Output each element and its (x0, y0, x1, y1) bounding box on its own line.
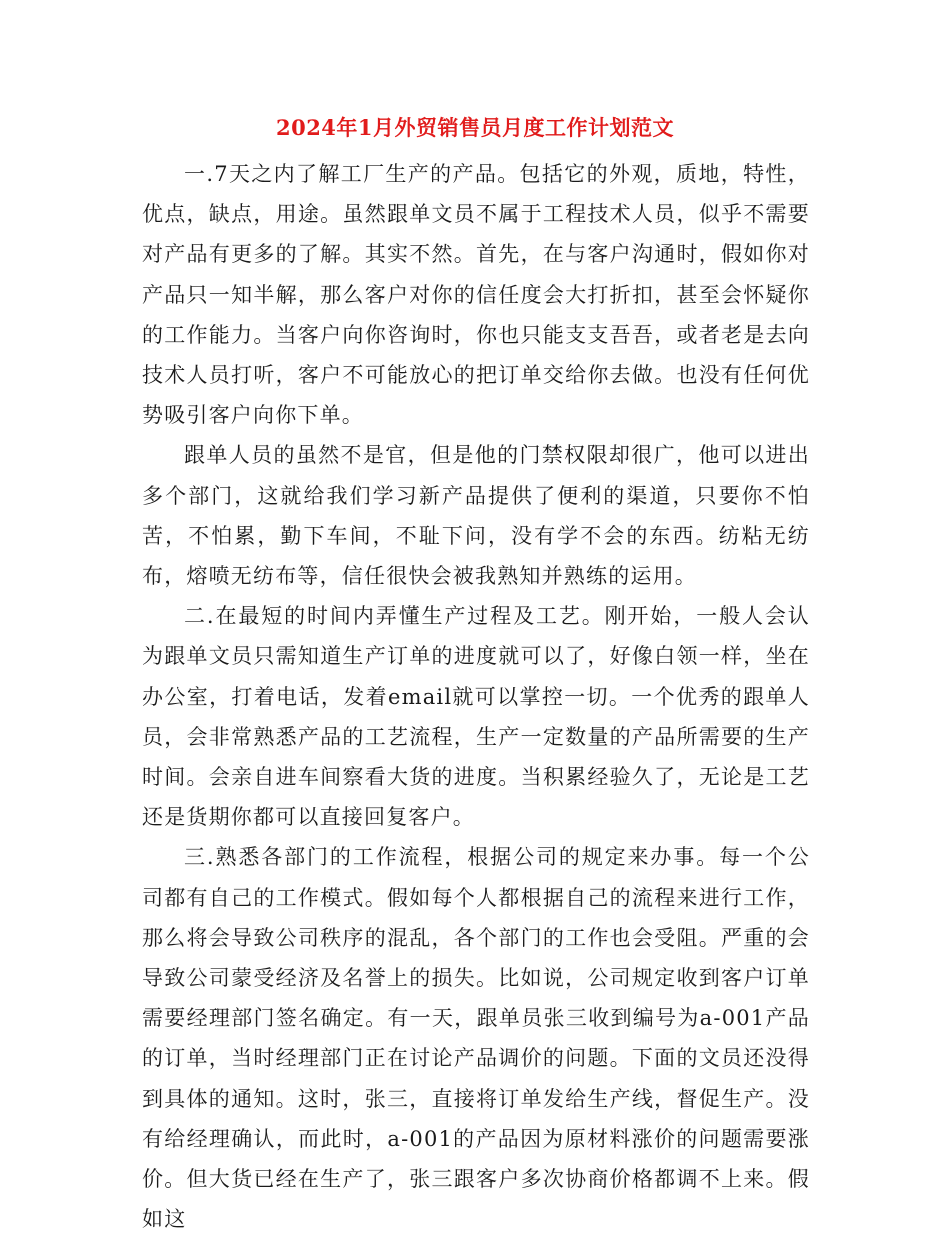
paragraph-2: 跟单人员的虽然不是官，但是他的门禁权限却很广，他可以进出多个部门，这就给我们学习新产品提供了便利的渠道，只要你不怕苦，不怕累，勤下车间，不耻下问，没有学不会的东西。纺粘无纺布，熔喷无纺布等，信任很快会被我熟知并熟练的运用。 (142, 443, 810, 589)
paragraph-4: 三.熟悉各部门的工作流程，根据公司的规定来办事。每一个公司都有自己的工作模式。假如每个人都根据自己的流程来进行工作，那么将会导致公司秩序的混乱，各个部门的工作也会受阻。严重的会导致公司蒙受经济及名誉上的损失。比如说，公司规定收到客户订单需要经理部门签名确定。有一天，跟单员张三收到编号为a-001产品的订单，当时经理部门正在讨论产品调价的问题。下面的文员还没得到具体的通知。这时，张三，直接将订单发给生产线，督促生产。没有给经理确认，而此时，a-001的产品因为原材料涨价的问题需要涨价。但大货已经在生产了，张三跟客户多次协商价格都调不上来。假如这 (142, 845, 810, 1232)
paragraph-3: 二.在最短的时间内弄懂生产过程及工艺。刚开始，一般人会认为跟单文员只需知道生产订单的进度就可以了，好像白领一样，坐在办公室，打着电话，发着email就可以掌控一切。一个优秀的跟单人员，会非常熟悉产品的工艺流程，生产一定数量的产品所需要的生产时间。会亲自进车间察看大货的进度。当积累经验久了，无论是工艺还是货期你都可以直接回复客户。 (142, 604, 810, 830)
document-body (142, 154, 810, 1239)
document-title: 2024年1月外贸销售员月度工作计划范文 (275, 115, 675, 140)
paragraph-1: 一.7天之内了解工厂生产的产品。包括它的外观，质地，特性，优点，缺点，用途。虽然跟单文员不属于工程技术人员，似乎不需要对产品有更多的了解。其实不然。首先，在与客户沟通时，假如你对产品只一知半解，那么客户对你的信任度会大打折扣，甚至会怀疑你的工作能力。当客户向你咨询时，你也只能支支吾吾，或者老是去向技术人员打听，客户不可能放心的把订单交给你去做。也没有任何优势吸引客户向你下单。 (142, 162, 810, 428)
